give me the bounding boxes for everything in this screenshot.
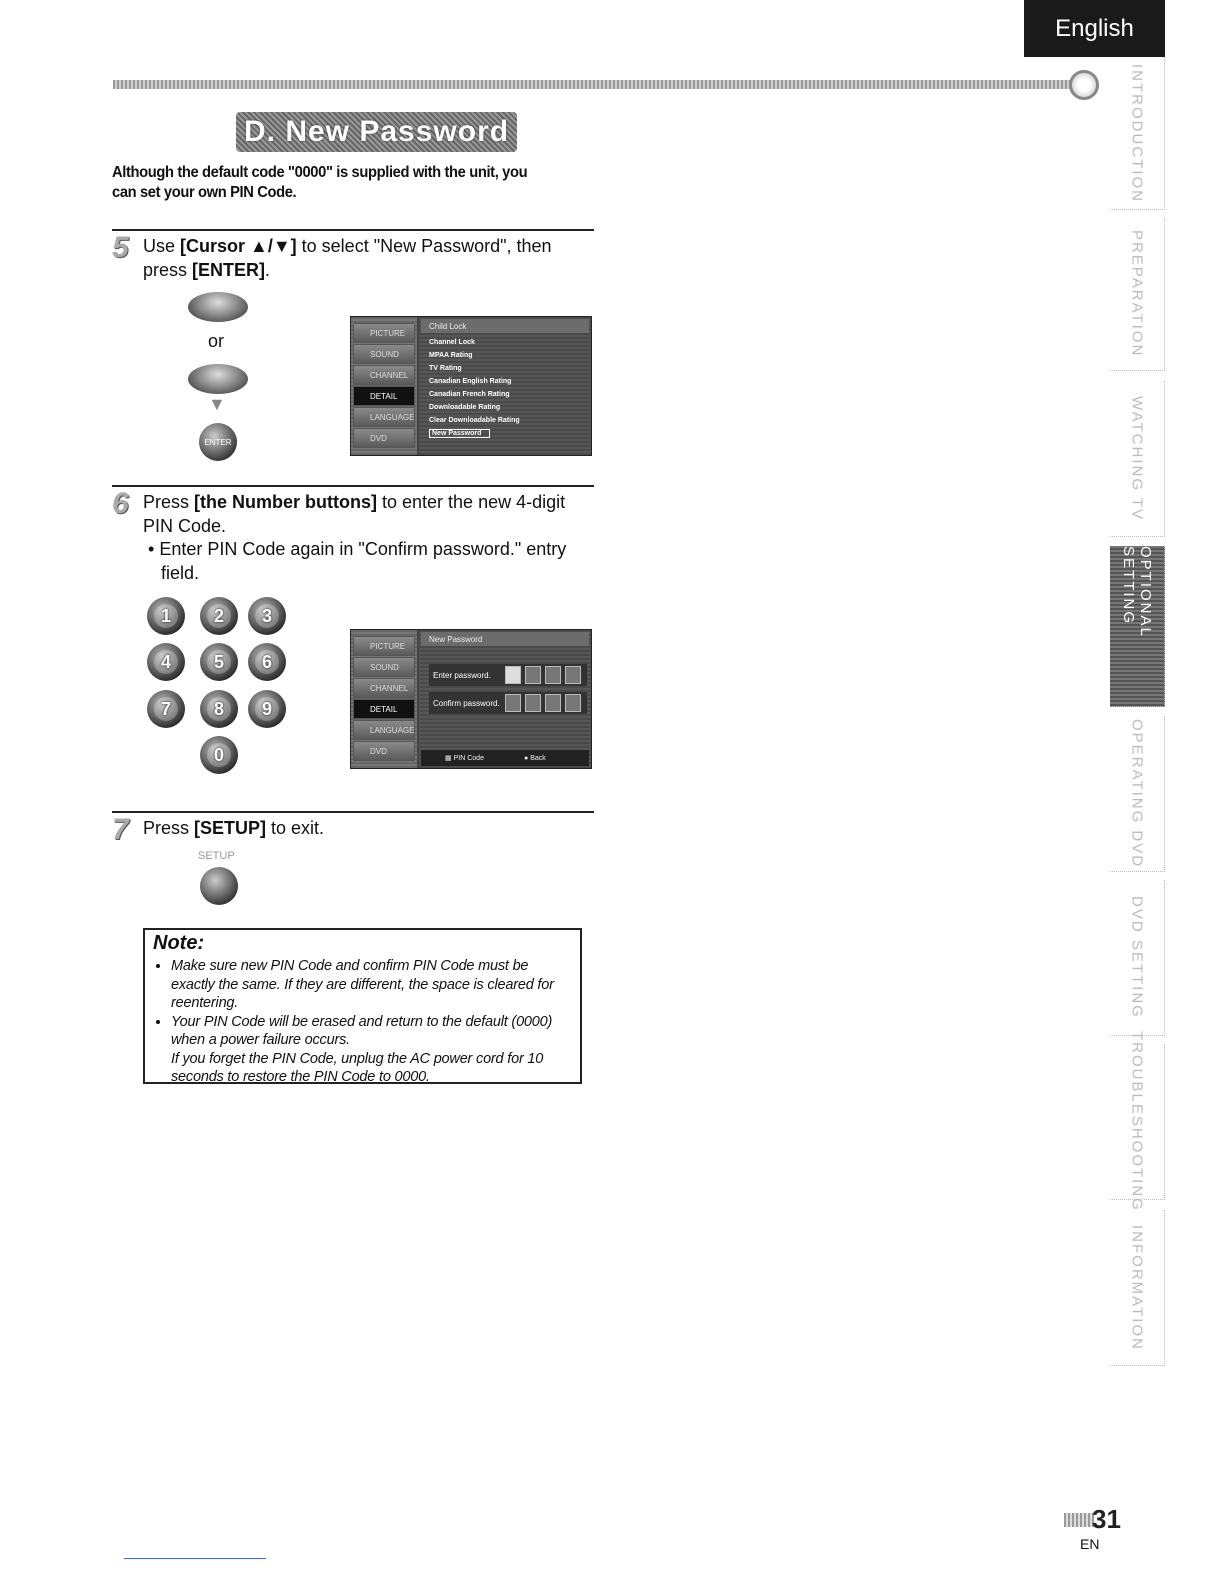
- number-3-button: 3: [248, 597, 286, 635]
- tv-side-item: SOUND: [353, 344, 415, 364]
- tv-screen-new-password: [350, 629, 592, 769]
- tv-side-item-selected: DETAIL: [353, 699, 415, 719]
- enter-password-row: Enter password.: [429, 664, 587, 686]
- page-language: EN: [1080, 1536, 1100, 1552]
- tv-main-panel: [419, 317, 591, 455]
- tv-side-item: LANGUAGE: [353, 720, 415, 740]
- step6-bullet: • Enter PIN Code again in "Confirm password." entry field.: [148, 539, 567, 583]
- step5-rule: [112, 229, 594, 231]
- tv-side-item-selected: DETAIL: [353, 386, 415, 406]
- confirm-password-row: Confirm password.: [429, 692, 587, 714]
- note-item: • Make sure new PIN Code and confirm PIN Code must be exactly the same. If they are different, the space is cleared for reentering.: [171, 957, 572, 1013]
- step6-text: Press [the Number buttons] to enter the new 4-digit PIN Code.: [143, 492, 566, 536]
- tv-screen-child-lock: [350, 316, 592, 456]
- number-2-button: 2: [200, 597, 238, 635]
- tv-menu-item: Canadian French Rating: [429, 391, 510, 398]
- tv-menu-item: TV Rating: [429, 365, 462, 372]
- step7-text: Press [SETUP] to exit.: [143, 818, 325, 838]
- setup-label: SETUP: [198, 850, 235, 862]
- bottom-rule: [124, 1558, 266, 1559]
- tv-side-menu: [351, 317, 417, 455]
- top-rule: [113, 80, 1071, 89]
- note-list: [153, 957, 572, 1087]
- cursor-up-button: [188, 292, 248, 322]
- side-tab-introduction: INTRODUCTION: [1110, 57, 1165, 210]
- tv-menu-item: MPAA Rating: [429, 352, 473, 359]
- side-tab-optional-setting: OPTIONAL SETTING: [1110, 546, 1165, 707]
- confirm-password-boxes: [505, 694, 581, 712]
- section-title: D. New Password: [236, 112, 517, 152]
- language-tab: English: [1024, 0, 1165, 57]
- number-8-button: 8: [200, 690, 238, 728]
- tv-menu-item: Downloadable Rating: [429, 404, 501, 411]
- number-7-button: 7: [147, 690, 185, 728]
- cursor-down-button: [188, 364, 248, 394]
- tv-side-item: LANGUAGE: [353, 407, 415, 427]
- tv-side-item: CHANNEL: [353, 365, 415, 385]
- tv-menu-item-selected: New Password: [429, 429, 490, 438]
- tv-side-item: PICTURE: [353, 323, 415, 343]
- note-title: Note:: [153, 932, 205, 954]
- side-tab-information: INFORMATION: [1110, 1210, 1165, 1366]
- tv-menu-item: Channel Lock: [429, 339, 475, 346]
- number-4-button: 4: [147, 643, 185, 681]
- tv-side-item: DVD: [353, 428, 415, 448]
- side-tab-dvd-setting: DVD SETTING: [1110, 880, 1165, 1036]
- step5-number: 5: [112, 231, 129, 264]
- tv-side-item: SOUND: [353, 657, 415, 677]
- step6-rule: [112, 485, 594, 487]
- tv-menu-item: Clear Downloadable Rating: [429, 417, 520, 424]
- grid-icon: ▦: [445, 755, 452, 762]
- side-tab-preparation: PREPARATION: [1110, 218, 1165, 371]
- tv-menu-item: Canadian English Rating: [429, 378, 512, 385]
- note-item: • Your PIN Code will be erased and return to the default (0000) when a power failure occurs. If you forget the PIN Code, unplug the AC power cord for 10 seconds to restore the PIN Code to 0000.: [171, 1013, 572, 1087]
- tv-footer: ▦ PIN Code ● Back: [421, 750, 589, 766]
- tv-header: New Password: [421, 632, 589, 646]
- setup-button: [200, 867, 238, 905]
- number-6-button: 6: [248, 643, 286, 681]
- tv-main-panel: [419, 630, 591, 768]
- step6-number: 6: [112, 487, 129, 520]
- number-5-button: 5: [200, 643, 238, 681]
- number-1-button: 1: [147, 597, 185, 635]
- side-tab-operating-dvd: OPERATING DVD: [1110, 716, 1165, 872]
- page-number: 31: [1064, 1504, 1121, 1535]
- number-9-button: 9: [248, 690, 286, 728]
- tv-side-item: CHANNEL: [353, 678, 415, 698]
- back-icon: ●: [523, 754, 529, 762]
- rule-end-circle: [1069, 70, 1099, 100]
- number-0-button: 0: [200, 736, 238, 774]
- tv-side-item: PICTURE: [353, 636, 415, 656]
- side-tab-watching-tv: WATCHING TV: [1110, 381, 1165, 537]
- note-box: [143, 928, 582, 1084]
- tv-side-item: DVD: [353, 741, 415, 761]
- arrow-down-icon: ▼: [208, 394, 226, 414]
- or-label: or: [208, 331, 225, 351]
- enter-button: ENTER: [199, 423, 237, 461]
- step7-rule: [112, 811, 594, 813]
- side-tab-troubleshooting: TROUBLESHOOTING: [1110, 1044, 1165, 1200]
- intro-text: Although the default code "0000" is supplied with the unit, you can set your own PIN Code.: [112, 164, 528, 201]
- step5-text: Use [Cursor ▲/▼] to select "New Password", then press [ENTER].: [143, 236, 552, 280]
- enter-password-boxes: [505, 666, 581, 684]
- tv-side-menu: [351, 630, 417, 768]
- tv-header: Child Lock: [421, 319, 589, 333]
- step7-number: 7: [112, 813, 129, 846]
